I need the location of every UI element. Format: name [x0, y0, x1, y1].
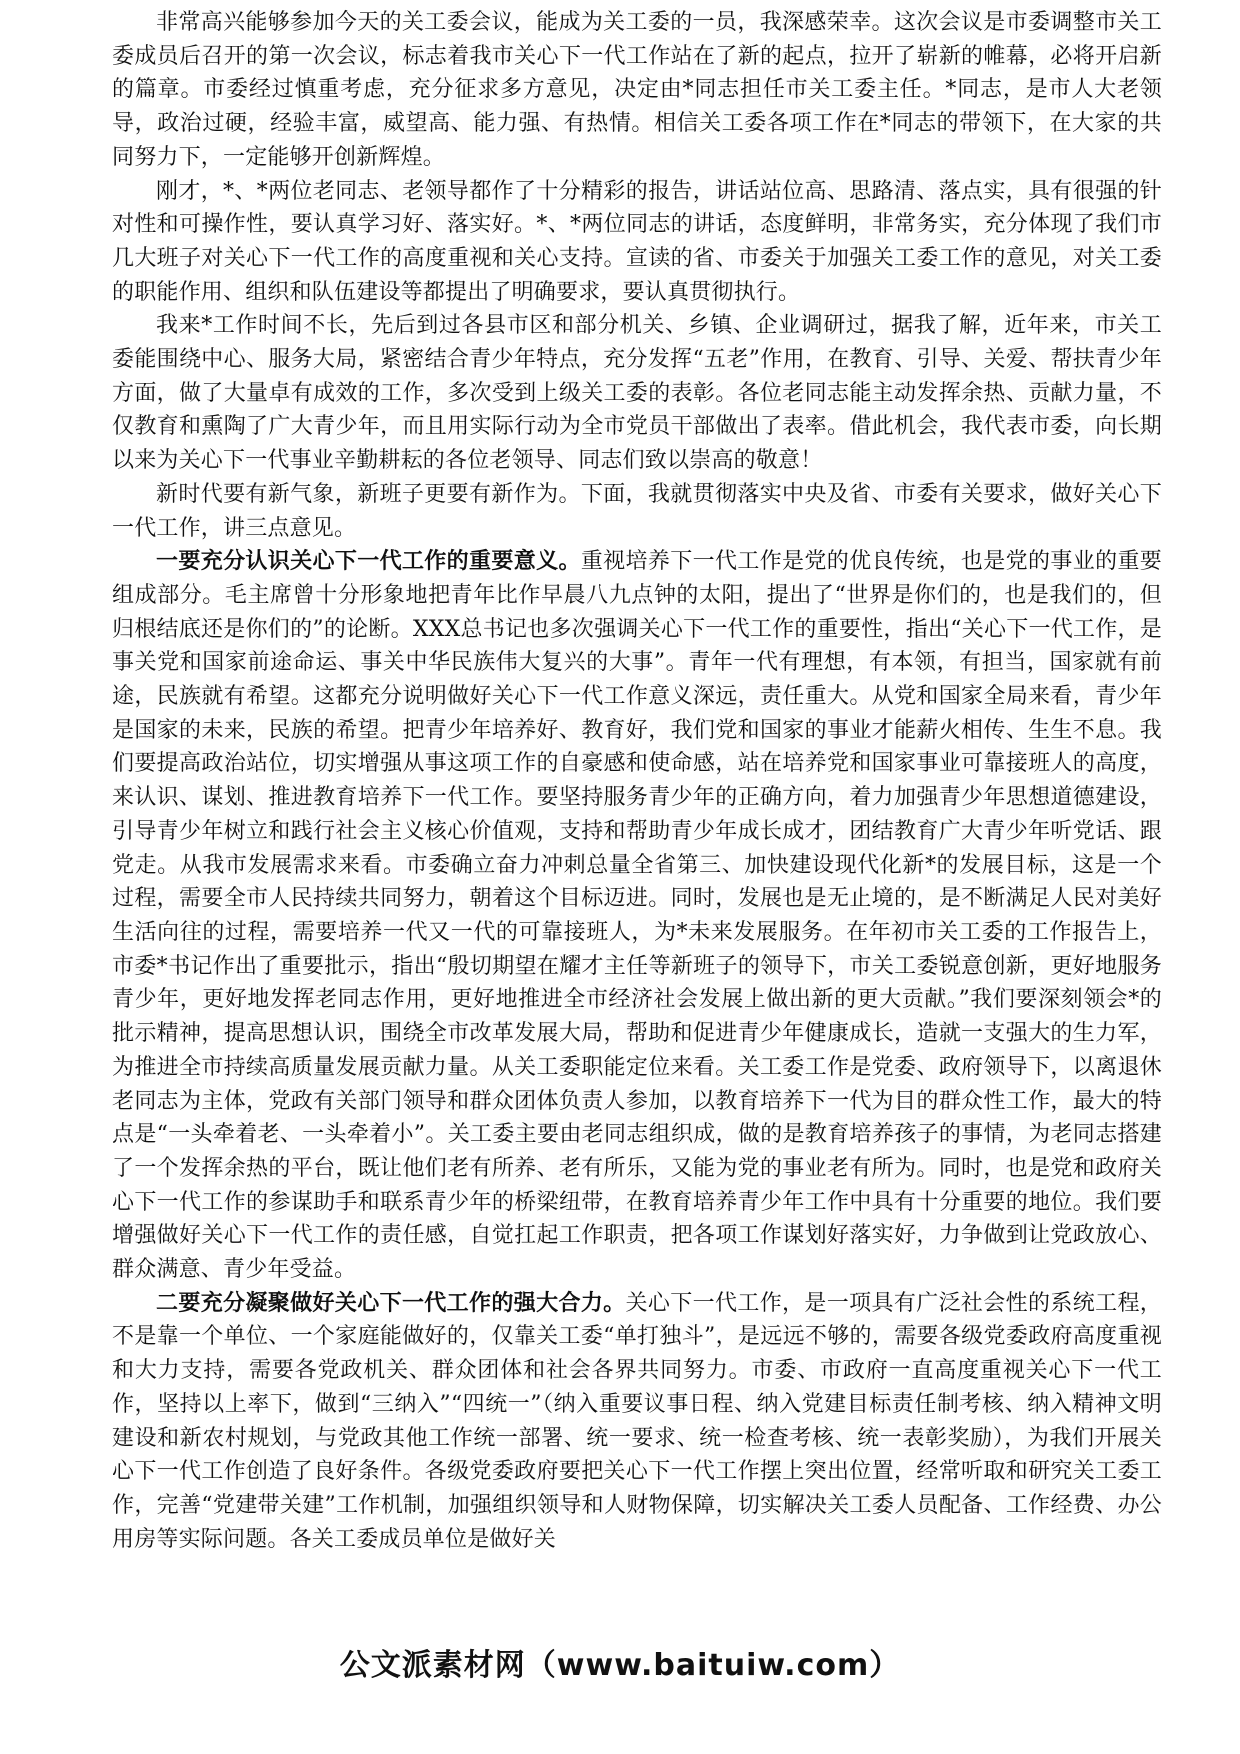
section-2-heading: 二要充分凝聚做好关心下一代工作的强大合力。 — [156, 1289, 626, 1316]
paragraph-5 — [112, 545, 1162, 1286]
paragraph-1-text: 非常高兴能够参加今天的关工委会议，能成为关工委的一员，我深感荣幸。这次会议是市委调整市关工委成员后召开的第一次会议，标志着我市关心下一代工作站在了新的起点，拉开了崭新的帷幕，必将开启新的篇章。市委经过慎重考虑，充分征求多方意见，决定由*同志担任市关工委主任。*同志，是市人大老领导，政治过硬，经验丰富，威望高、能力强、有热情。相信关工委各项工作在*同志的带领下，在大家的共同努力下，一定能够开创新辉煌。 — [112, 10, 1162, 170]
paragraph-4 — [112, 478, 1162, 545]
paragraph-6 — [112, 1287, 1162, 1557]
paragraph-5-text: 重视培养下一代工作是党的优良传统，也是党的事业的重要组成部分。毛主席曾十分形象地把青年比作早晨八九点钟的太阳，提出了“世界是你们的，也是我们的，但归根结底还是你们的”的论断。XXX总书记也多次强调关心下一代工作的重要性，指出“关心下一代工作，是事关党和国家前途命运、事关中华民族伟大复兴的大事”。青年一代有理想，有本领，有担当，国家就有前途，民族就有希望。这都充分说明做好关心下一代工作意义深远，责任重大。从党和国家全局来看，青少年是国家的未来，民族的希望。把青少年培养好、教育好，我们党和国家的事业才能薪火相传、生生不息。我们要提高政治站位，切实增强从事这项工作的自豪感和使命感，站在培养党和国家事业可靠接班人的高度，来认识、谋划、推进教育培养下一代工作。要坚持服务青少年的正确方向，着力加强青少年思想道德建设，引导青少年树立和践行社会主义核心价值观，支持和帮助青少年成长成才，团结教育广大青少年听党话、跟党走。从我市发展需求来看。市委确立奋力冲刺总量全省第三、加快建设现代化新*的发展目标，这是一个过程，需要全市人民持续共同努力，朝着这个目标迈进。同时，发展也是无止境的，是不断满足人民对美好生活向往的过程，需要培养一代又一代的可靠接班人，为*未来发展服务。在年初市关工委的工作报告上，市委*书记作出了重要批示，指出“殷切期望在耀才主任等新班子的领导下，市关工委锐意创新，更好地服务青少年，更好地发挥老同志作用，更好地推进全市经济社会发展上做出新的更大贡献。”我们要深刻领会*的批示精神，提高思想认识，围绕全市改革发展大局，帮助和促进青少年健康成长，造就一支强大的生力军，为推进全市持续高质量发展贡献力量。从关工委职能定位来看。关工委工作是党委、政府领导下，以离退休老同志为主体，党政有关部门领导和群众团体负责人参加，以教育培养下一代为目的群众性工作，最大的特点是“一头牵着老、一头牵着小”。关工委主要由老同志组织成，做的是教育培养孩子的事情，为老同志搭建了一个发挥余热的平台，既让他们老有所养、老有所乐，又能为党的事业老有所为。同时，也是党和政府关心下一代工作的参谋助手和联系青少年的桥梁纽带，在教育培养青少年工作中具有十分重要的地位。我们要增强做好关心下一代工作的责任感，自觉扛起工作职责，把各项工作谋划好落实好，力争做到让党政放心、群众满意、青少年受益。 — [112, 549, 1162, 1283]
paragraph-1 — [112, 6, 1162, 175]
paragraph-3-text: 我来*工作时间不长，先后到过各县市区和部分机关、乡镇、企业调研过，据我了解，近年来，市关工委能围绕中心、服务大局，紧密结合青少年特点，充分发挥“五老”作用，在教育、引导、关爱、帮扶青少年方面，做了大量卓有成效的工作，多次受到上级关工委的表彰。各位老同志能主动发挥余热、贡献力量，不仅教育和熏陶了广大青少年，而且用实际行动为全市党员干部做出了表率。借此机会，我代表市委，向长期以来为关心下一代事业辛勤耕耘的各位老领导、同志们致以崇高的敬意！ — [112, 313, 1162, 474]
section-1-heading: 一要充分认识关心下一代工作的重要意义。 — [156, 548, 581, 575]
paragraph-6-text: 关心下一代工作，是一项具有广泛社会性的系统工程，不是靠一个单位、一个家庭能做好的，仅靠关工委“单打独斗”，是远远不够的，需要各级党委政府高度重视和大力支持，需要各党政机关、群众团体和社会各界共同努力。市委、市政府一直高度重视关心下一代工作，坚持以上率下，做到“三纳入”“四统一”（纳入重要议事日程、纳入党建目标责任制考核、纳入精神文明建设和新农村规划，与党政其他工作统一部署、统一要求、统一检查考核、统一表彰奖励），为我们开展关心下一代工作创造了良好条件。各级党委政府要把关心下一代工作摆上突出位置，经常听取和研究关工委工作，完善“党建带关建”工作机制，加强组织领导和人财物保障，切实解决关工委人员配备、工作经费、办公用房等实际问题。各关工委成员单位是做好关 — [112, 1290, 1162, 1552]
paragraph-4-text: 新时代要有新气象，新班子更要有新作为。下面，我就贯彻落实中央及省、市委有关要求，做好关心下一代工作，讲三点意见。 — [112, 481, 1162, 541]
document-body — [112, 6, 1162, 1626]
paragraph-2-text: 刚才，*、*两位老同志、老领导都作了十分精彩的报告，讲话站位高、思路清、落点实，具有很强的针对性和可操作性，要认真学习好、落实好。*、*两位同志的讲话，态度鲜明，非常务实，充分体现了我们市几大班子对关心下一代工作的高度重视和关心支持。宣读的省、市委关于加强关工委工作的意见，对关工委的职能作用、组织和队伍建设等都提出了明确要求，要认真贯彻执行。 — [112, 178, 1162, 305]
paragraph-3 — [112, 309, 1162, 478]
watermark-footer: 公文派素材网（www.baituiw.com） — [339, 1648, 901, 1683]
paragraph-2 — [112, 175, 1162, 310]
